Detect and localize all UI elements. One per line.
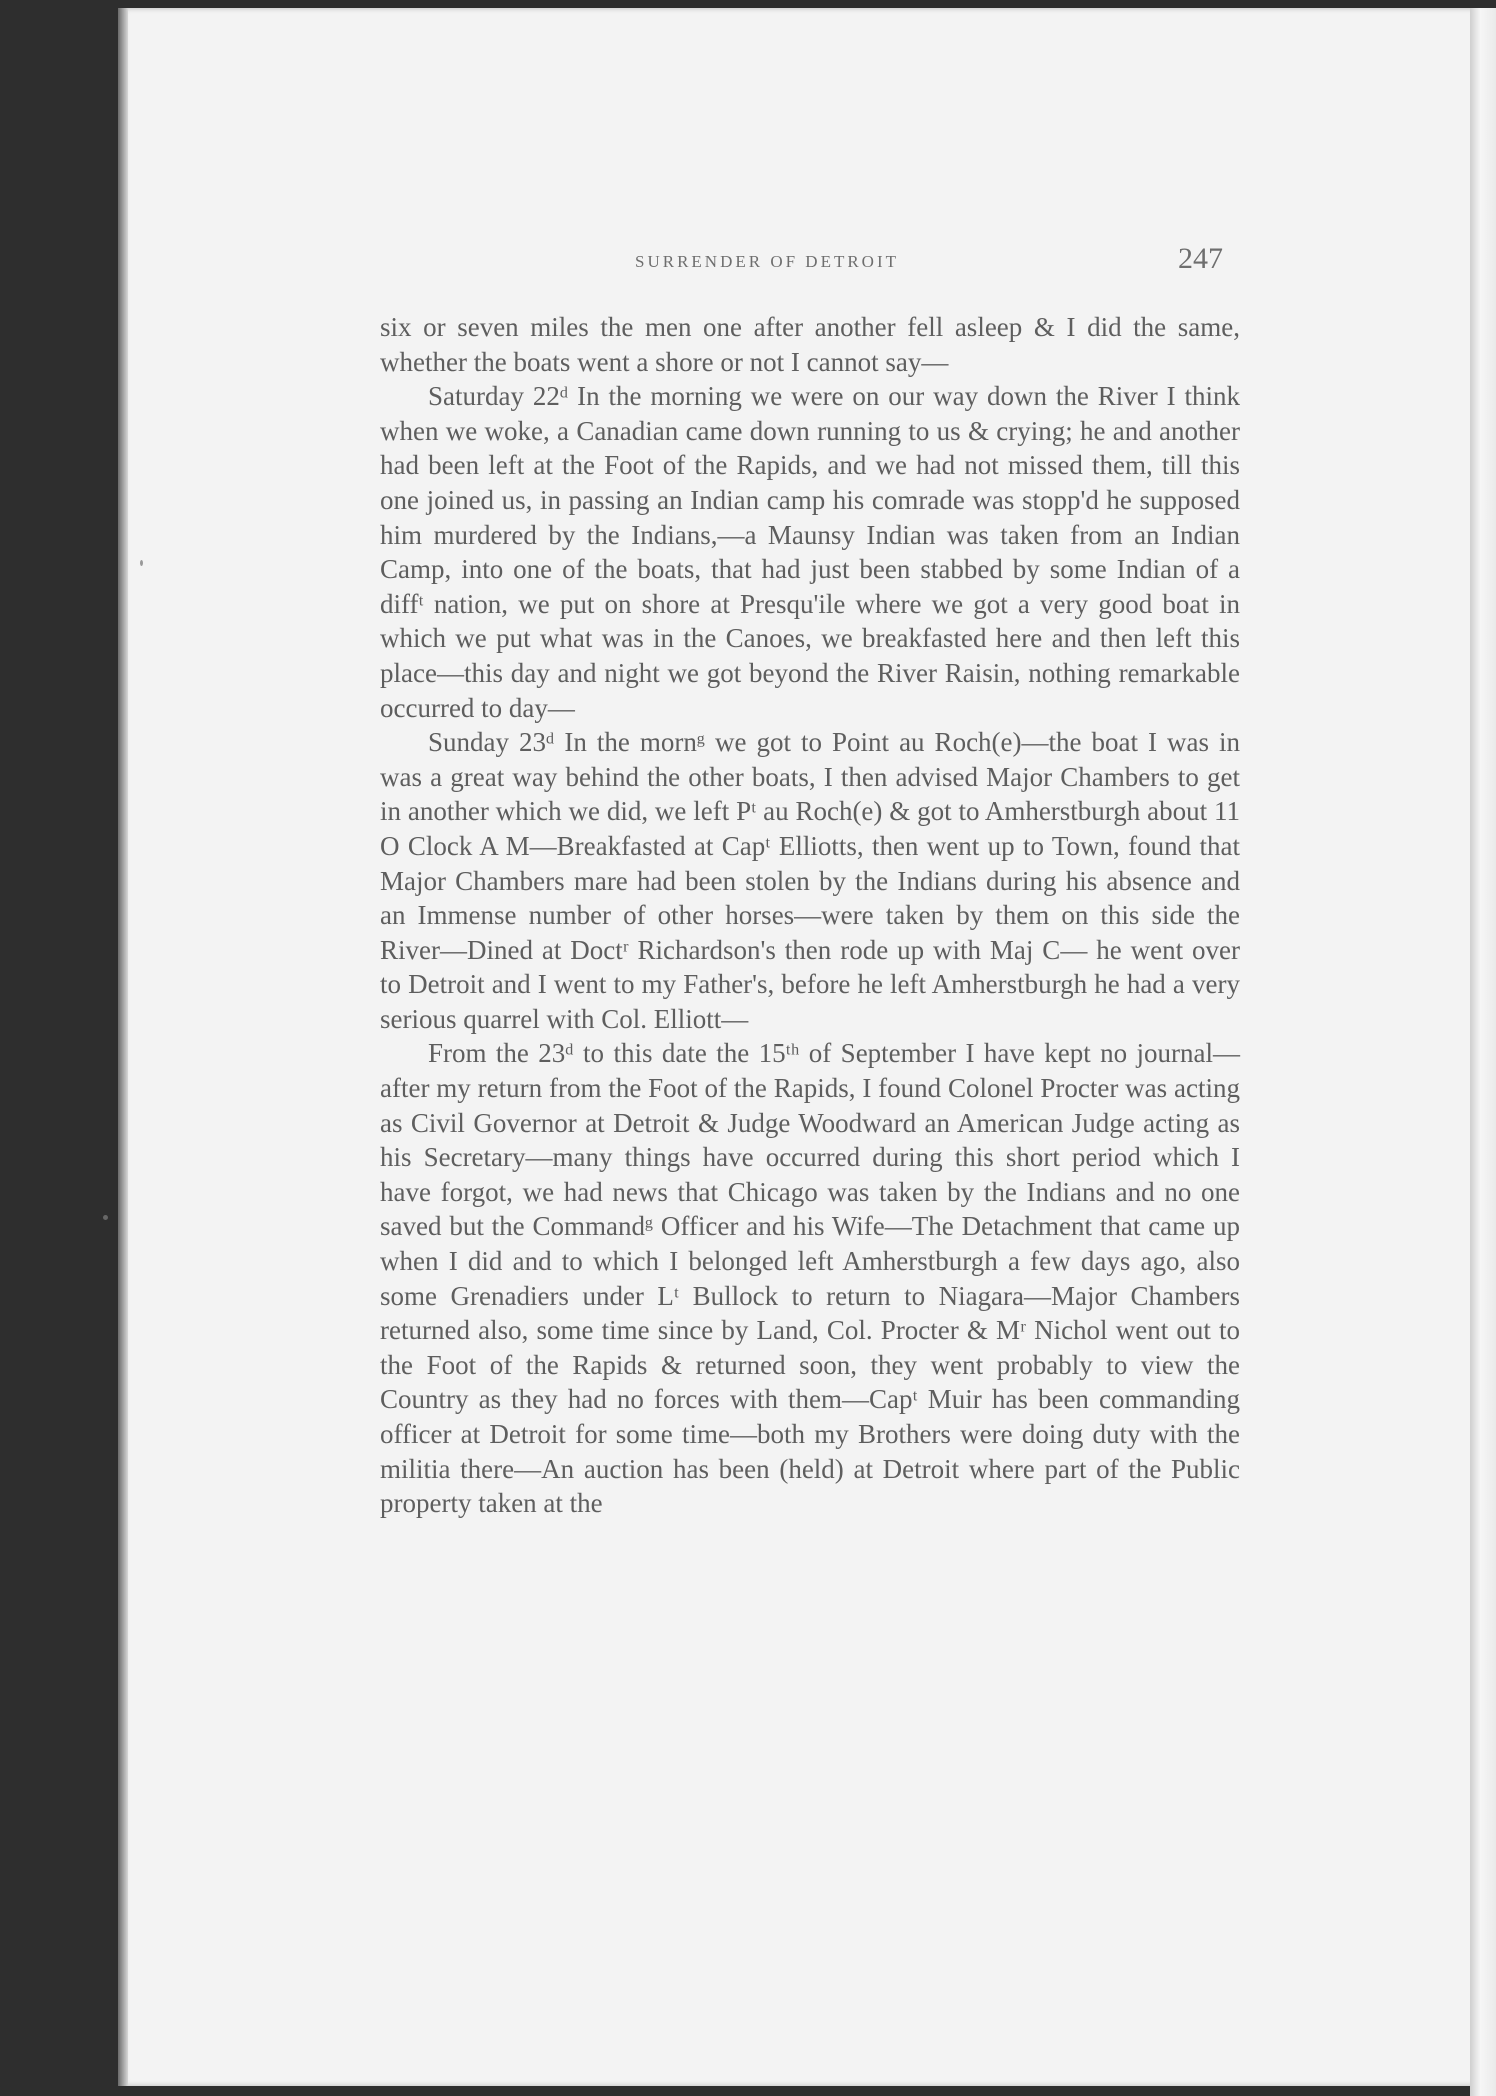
margin-mark	[103, 1215, 108, 1220]
margin-mark	[140, 560, 143, 566]
page-gutter-shadow	[118, 8, 128, 2086]
paragraph: Saturday 22ᵈ In the morning we were on our way down the River I think when we woke, a Canadian came down running to us & crying; he and another had been left at the Foot of the Rapids, and we had not missed them, till this one joined us, in passing an Indian camp his comrade was stopp'd he supposed him murdered by the Indians,—a Maunsy Indian was taken from an Indian Camp, into one of the boats, that had just been stabbed by some Indian of a diffᵗ nation, we put on shore at Presqu'ile where we got a very good boat in which we put what was in the Canoes, we breakfasted here and then left this place—this day and night we got beyond the River Raisin, nothing remarkable occurred to day—	[380, 381, 1240, 723]
page-edge	[1470, 8, 1496, 2096]
paragraph: six or seven miles the men one after another fell asleep & I did the same, whether the boats went a shore or not I cannot say—	[380, 312, 1240, 377]
paragraph: Sunday 23ᵈ In the mornᵍ we got to Point au Roch(e)—the boat I was in was a great way behind the other boats, I then advised Major Chambers to get in another which we did, we left Pᵗ au Roch(e) & got to Amherstburgh about 11 O Clock A M—Breakfasted at Capᵗ Elliotts, then went up to Town, found that Major Chambers mare had been stolen by the Indians during his absence and an Immense number of other horses—were taken by them on this side the River—Dined at Doctʳ Richardson's then rode up with Maj C— he went over to Detroit and I went to my Father's, before he left Amherstburgh he had a very serious quarrel with Col. Elliott—	[380, 727, 1240, 1034]
running-head: SURRENDER OF DETROIT	[635, 252, 900, 271]
paragraph: From the 23ᵈ to this date the 15ᵗʰ of September I have kept no journal—after my return from the Foot of the Rapids, I found Colonel Procter was acting as Civil Governor at Detroit & Judge Woodward an American Judge acting as his Secretary—many things have occurred during this short period which I have forgot, we had news that Chicago was taken by the Indians and no one saved but the Commandᵍ Officer and his Wife—The Detachment that came up when I did and to which I belonged left Amherstburgh a few days ago, also some Grenadiers under Lᵗ Bullock to return to Niagara—Major Chambers returned also, some time since by Land, Col. Procter & Mʳ Nichol went out to the Foot of the Rapids & returned soon, they went probably to view the Country as they had no forces with them—Capᵗ Muir has been commanding officer at Detroit for some time—both my Brothers were doing duty with the militia there—An auction has been (held) at Detroit where part of the Public property taken at the	[380, 1038, 1240, 1519]
page-number: 247	[1178, 242, 1223, 275]
body-text	[380, 310, 1240, 1521]
page-header	[380, 242, 1225, 282]
